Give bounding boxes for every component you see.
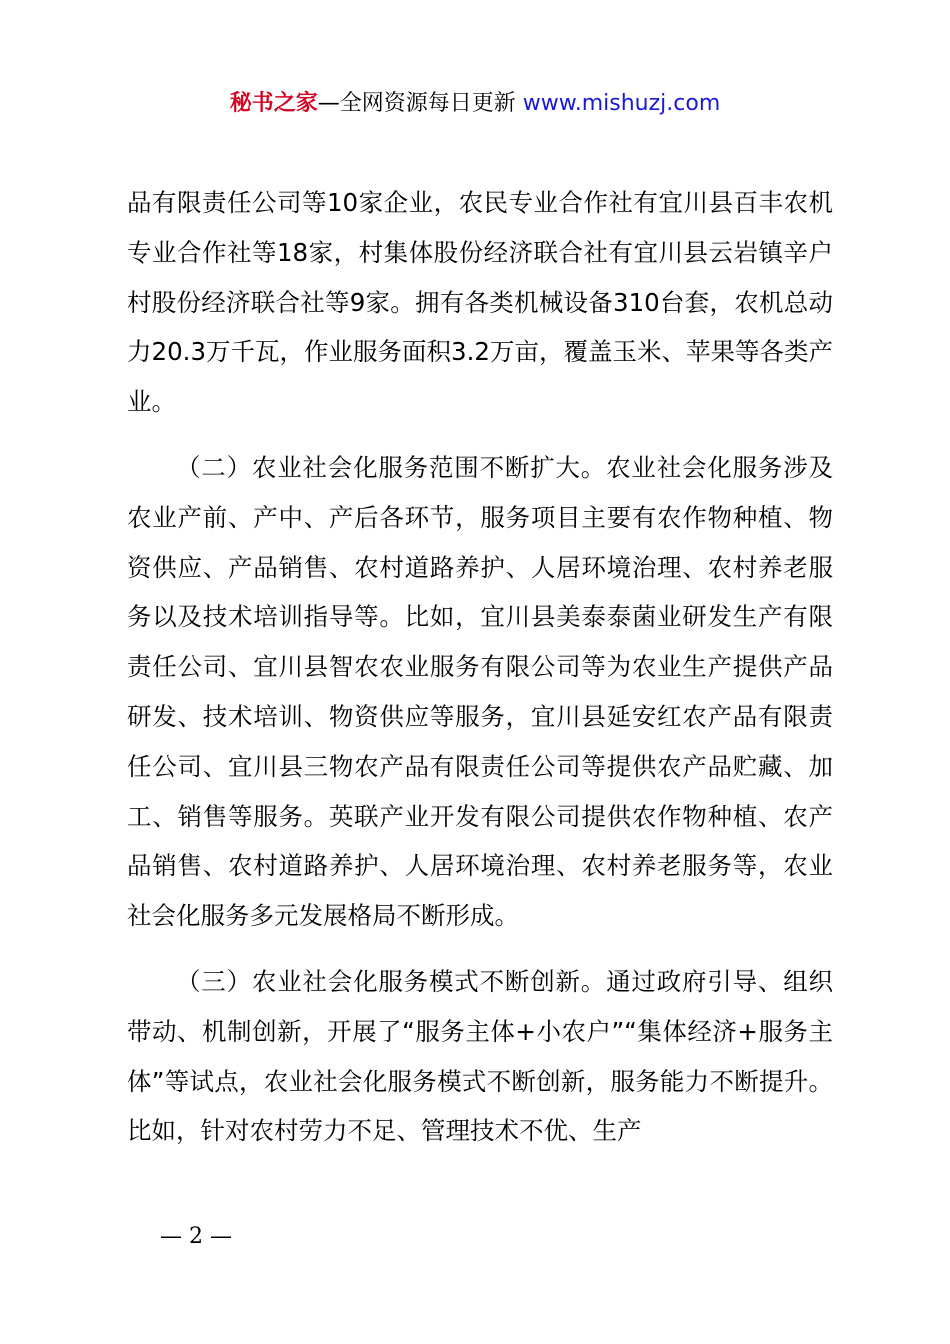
page-number: — 2 — — [160, 1224, 232, 1249]
page-header — [0, 88, 950, 120]
header-brand: 秘书之家 — [229, 91, 318, 116]
paragraph-continued: 品有限责任公司等10家企业，农民专业合作社有宜川县百丰农机专业合作社等18家，村集体股份经济联合社有宜川县云岩镇辛户村股份经济联合社等9家。拥有各类机械设备310台套，农机总动力20.3万千瓦，作业服务面积3.2万亩，覆盖玉米、苹果等各类产业。 — [127, 188, 834, 417]
document-body — [127, 178, 833, 1156]
paragraph-section-two: （二）农业社会化服务范围不断扩大。农业社会化服务涉及农业产前、产中、产后各环节，服务项目主要有农作物种植、物资供应、产品销售、农村道路养护、人居环境治理、农村养老服务以及技术培训指导等。比如，宜川县美泰泰菌业研发生产有限责任公司、宜川县智农农业服务有限公司等为农业生产提供产品研发、技术培训、物资供应等服务，宜川县延安红农产品有限责任公司、宜川县三物农产品有限责任公司等提供农产品贮藏、加工、销售等服务。英联产业开发有限公司提供农作物种植、农产品销售、农村道路养护、人居环境治理、农村养老服务等，农业社会化服务多元发展格局不断形成。 — [127, 452, 833, 931]
paragraph-section-three: （三）农业社会化服务模式不断创新。通过政府引导、组织带动、机制创新，开展了“服务主体+小农户”“集体经济+服务主体”等试点，农业社会化服务模式不断创新，服务能力不断提升。比如，针对农村劳力不足、管理技术不优、生产 — [127, 966, 833, 1146]
header-tagline: —全网资源每日更新 — [317, 91, 523, 116]
header-url[interactable]: www.mishuzj.com — [522, 91, 721, 116]
